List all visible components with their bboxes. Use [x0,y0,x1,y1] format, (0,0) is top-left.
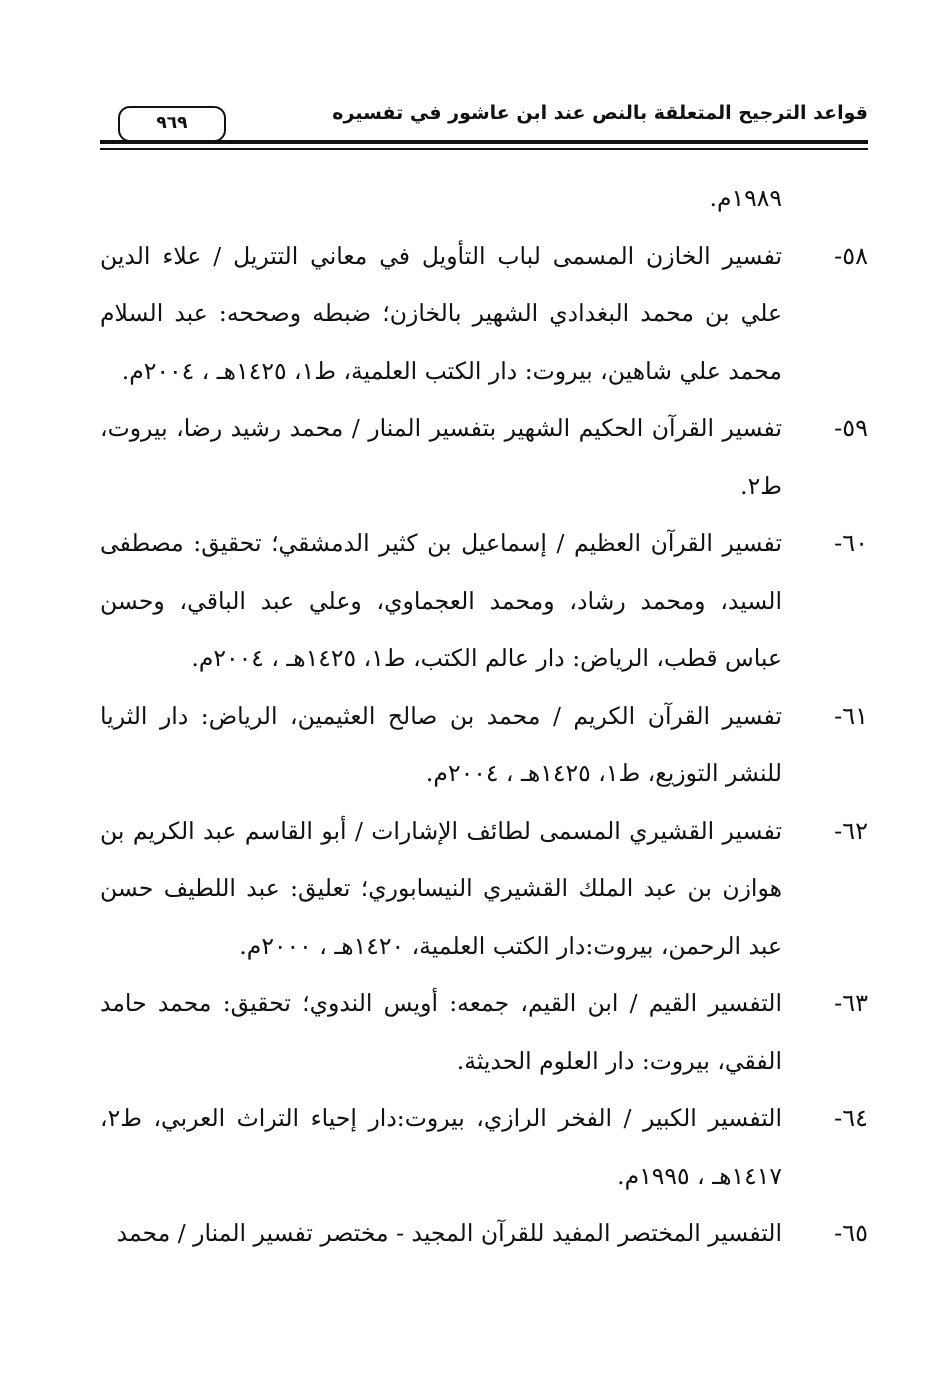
entry-number: ٦٣- [834,989,868,1017]
bibliography-entry-59 [100,400,868,515]
entry-number: ٥٨- [834,241,868,270]
bibliography-entry-64 [100,1090,868,1205]
running-header [100,100,868,152]
header-rule-thin [100,148,868,150]
bibliography-entry-63 [100,975,868,1090]
page-number: ٩٦٩ [156,113,188,133]
entry-number: ٥٩- [834,414,868,442]
entry-number: ٦١- [834,701,868,730]
entry-number: ٦٤- [834,1104,868,1132]
entry-number: ٦٢- [834,816,868,845]
entry-text: تفسير القرآن العظيم / إسماعيل بن كثير الدمشقي؛ تحقيق: مصطفى السيد، ومحمد رشاد، ومحمد العجماوي، وعلي عبد الباقي، وحسن عباس قطب، الرياض: دار عالم الكتب، ط١، ١٤٢٥هـ ، ٢٠٠٤م. [100,529,782,672]
entry-text: تفسير الخازن المسمى لباب التأويل في معاني التتريل / علاء الدين علي بن محمد البغدادي الشهير بالخازن؛ ضبطه وصححه: عبد السلام محمد علي شاهين، بيروت: دار الكتب العلمية، ط١، ١٤٢٥هـ ، ٢٠٠٤م. [100,241,782,385]
header-title: قواعد الترجيح المتعلقة بالنص عند ابن عاشور في تفسيره [332,102,868,124]
entry-number: ٦٠- [834,529,868,557]
bibliography-entry-58 [100,228,868,401]
entry-text: التفسير المختصر المفيد للقرآن المجيد - مختصر تفسير المنار / محمد [116,1219,782,1247]
entry-text: تفسير القشيري المسمى لطائف الإشارات / أبو القاسم عبد الكريم بن هوازن بن عبد الملك القشيري النيسابوري؛ تعليق: عبد اللطيف حسن عبد الرحمن، بيروت:دار الكتب العلمية، ١٤٢٠هـ ، ٢٠٠٠م. [100,816,782,960]
bibliography-entry-65 [100,1205,868,1263]
page-number-box [118,106,226,142]
entry-text: التفسير الكبير / الفخر الرازي، بيروت:دار إحياء التراث العربي، ط٢، ١٤١٧هـ ، ١٩٩٥م. [100,1104,782,1190]
bibliography-list [100,170,868,1263]
bibliography-entry-62 [100,803,868,976]
bibliography-entry-60 [100,515,868,688]
entry-number: ٦٥- [834,1219,868,1247]
entry-text: تفسير القرآن الكريم / محمد بن صالح العثيمين، الرياض: دار الثريا للنشر التوزيع، ط١، ١٤٢٥هـ ، ٢٠٠٤م. [100,701,782,787]
continuation-line: ١٩٨٩م. [709,184,782,212]
entry-text: تفسير القرآن الحكيم الشهير بتفسير المنار / محمد رشيد رضا، بيروت، ط٢. [100,414,782,500]
bibliography-entry-61 [100,688,868,803]
entry-text: التفسير القيم / ابن القيم، جمعه: أويس الندوي؛ تحقيق: محمد حامد الفقي، بيروت: دار العلوم الحديثة. [100,989,782,1075]
